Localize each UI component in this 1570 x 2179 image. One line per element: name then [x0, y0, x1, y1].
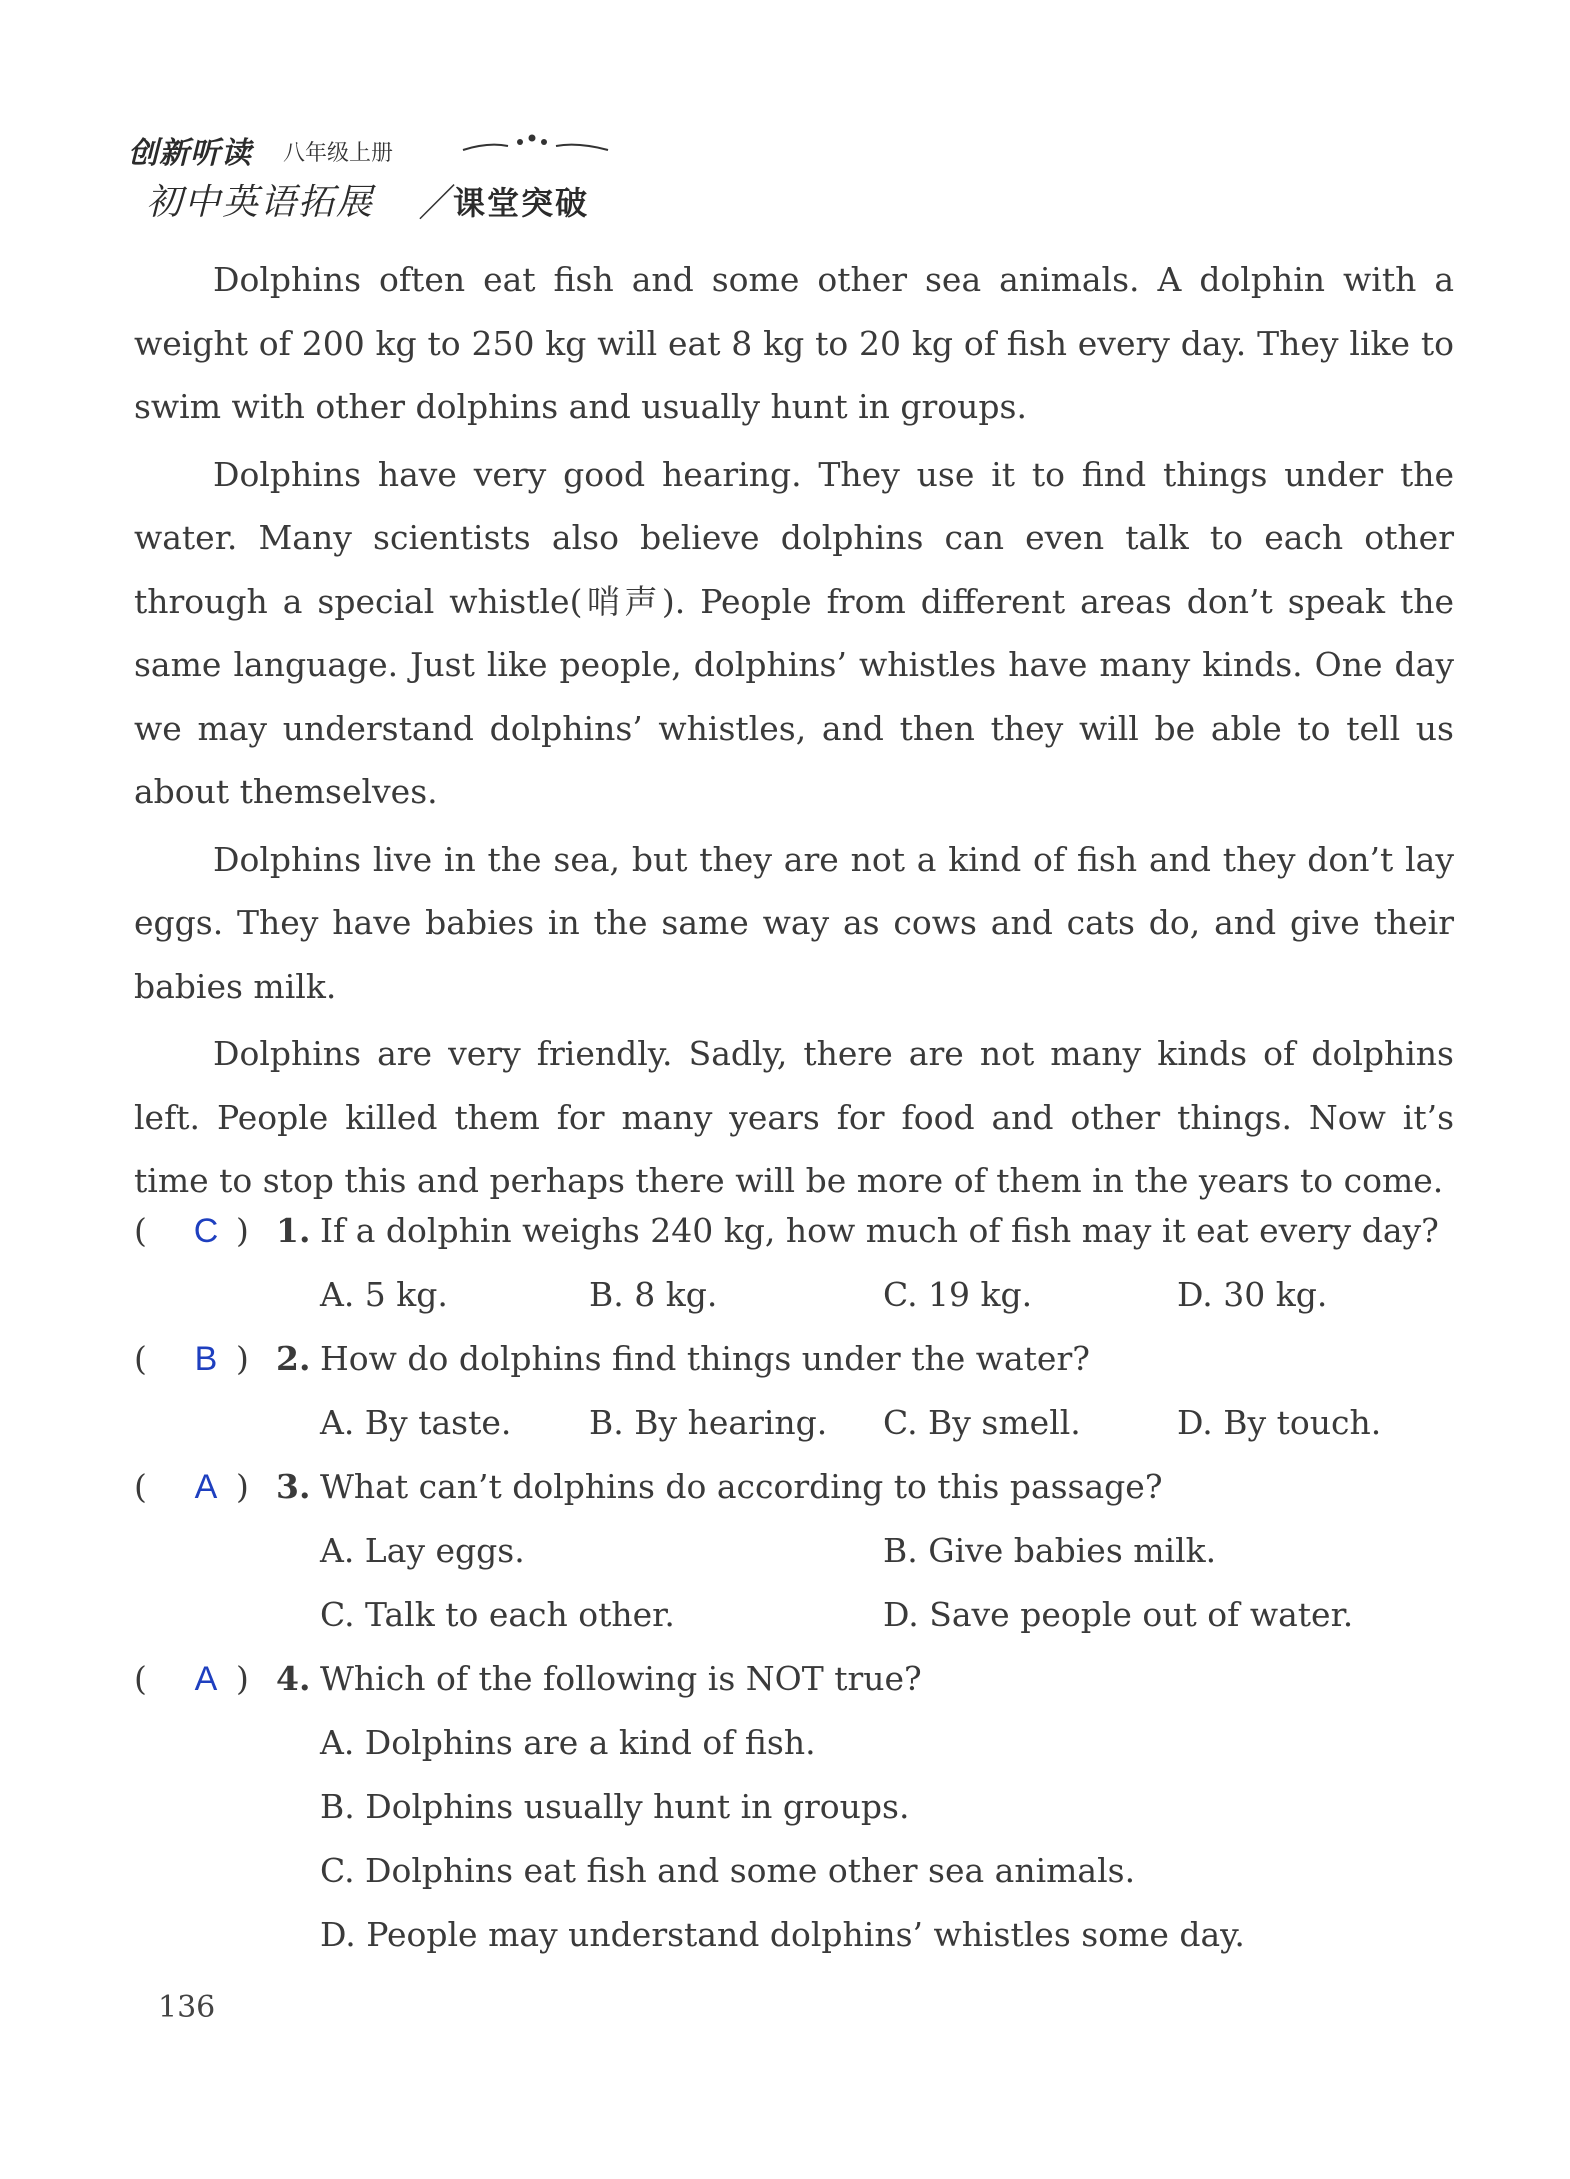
question-stem: What can’t dolphins do according to this passage? — [320, 1467, 1163, 1506]
passage-paragraph-3: Dolphins live in the sea, but they are not a kind of fish and they don’t lay eggs. They have babies in the same way as cows and cats do, and give their babies milk. — [134, 839, 1454, 1006]
option-a: A. 5 kg. — [320, 1275, 448, 1314]
passage-paragraph-2: Dolphins have very good hearing. They use it to find things under the water. Many scientists also believe dolphins can even talk to each other through a special whistle(哨声). People from different areas don’t speak the same language. Just like people, dolphins’ whistles have many kinds. One day we may understand dolphins’ whistles, and then they will be able to tell us about themselves. — [134, 454, 1454, 811]
option-d: D. Save people out of water. — [883, 1595, 1354, 1634]
question-4-option-c-row — [134, 1839, 1454, 1903]
option-b: B. 8 kg. — [589, 1275, 718, 1314]
question-1 — [134, 1199, 1454, 1263]
answer-3: A — [194, 1468, 218, 1506]
question-list — [134, 1199, 1454, 1967]
question-number: 2. — [276, 1339, 311, 1378]
option-a: A. Lay eggs. — [320, 1531, 525, 1570]
title-separator: ／ — [418, 181, 457, 225]
question-3-options-row-2 — [134, 1583, 1454, 1647]
answer-paren-close: ) — [236, 1211, 249, 1250]
reading-passage — [134, 248, 1454, 1217]
option-c: C. 19 kg. — [883, 1275, 1033, 1314]
question-number: 4. — [276, 1659, 311, 1698]
question-stem: If a dolphin weighs 240 kg, how much of fish may it eat every day? — [320, 1211, 1439, 1250]
question-4-option-b-row — [134, 1775, 1454, 1839]
answer-paren-open: ( — [134, 1659, 147, 1698]
question-1-options — [134, 1263, 1454, 1327]
option-d: D. By touch. — [1177, 1403, 1382, 1442]
option-b: B. By hearing. — [589, 1403, 828, 1442]
answer-4: A — [194, 1660, 218, 1698]
passage-paragraph-1: Dolphins often eat fish and some other sea animals. A dolphin with a weight of 200 kg to 250 kg will eat 8 kg to 20 kg of fish every day. They like to swim with other dolphins and usually hunt in groups. — [134, 260, 1454, 426]
passage-paragraph-4: Dolphins are very friendly. Sadly, there are not many kinds of dolphins left. People killed them for many years for food and other things. Now it’s time to stop this and perhaps there will be more of them in the years to come. — [134, 1034, 1454, 1200]
answer-paren-open: ( — [134, 1339, 147, 1378]
question-3 — [134, 1455, 1454, 1519]
answer-paren-close: ) — [236, 1467, 249, 1506]
question-stem: Which of the following is NOT true? — [320, 1659, 922, 1698]
decorative-dots-icon — [458, 128, 618, 158]
page-header — [128, 128, 648, 228]
answer-2: B — [194, 1340, 218, 1378]
answer-paren-open: ( — [134, 1467, 147, 1506]
answer-paren-close: ) — [236, 1659, 249, 1698]
answer-paren-open: ( — [134, 1211, 147, 1250]
option-a: A. Dolphins are a kind of fish. — [320, 1723, 816, 1762]
brand-logo-text: 创新听读 — [128, 136, 252, 171]
option-a: A. By taste. — [320, 1403, 512, 1442]
series-title: 初中英语拓展 — [146, 182, 375, 223]
option-b: B. Give babies milk. — [883, 1531, 1217, 1570]
question-stem: How do dolphins find things under the water? — [320, 1339, 1090, 1378]
question-4-option-a-row — [134, 1711, 1454, 1775]
grade-label: 八年级上册 — [283, 141, 394, 166]
question-4-option-d-row — [134, 1903, 1454, 1967]
answer-1: C — [193, 1212, 219, 1250]
option-d: D. 30 kg. — [1177, 1275, 1328, 1314]
page-number: 136 — [158, 1990, 216, 2025]
option-c: C. By smell. — [883, 1403, 1081, 1442]
section-title: 课堂突破 — [453, 184, 590, 222]
option-d: D. People may understand dolphins’ whistles some day. — [320, 1915, 1245, 1954]
option-b: B. Dolphins usually hunt in groups. — [320, 1787, 910, 1826]
option-c: C. Dolphins eat fish and some other sea animals. — [320, 1851, 1136, 1890]
question-4 — [134, 1647, 1454, 1711]
answer-paren-close: ) — [236, 1339, 249, 1378]
question-2-options — [134, 1391, 1454, 1455]
question-2 — [134, 1327, 1454, 1391]
option-c: C. Talk to each other. — [320, 1595, 675, 1634]
question-3-options-row-1 — [134, 1519, 1454, 1583]
question-number: 1. — [276, 1211, 311, 1250]
question-number: 3. — [276, 1467, 311, 1506]
